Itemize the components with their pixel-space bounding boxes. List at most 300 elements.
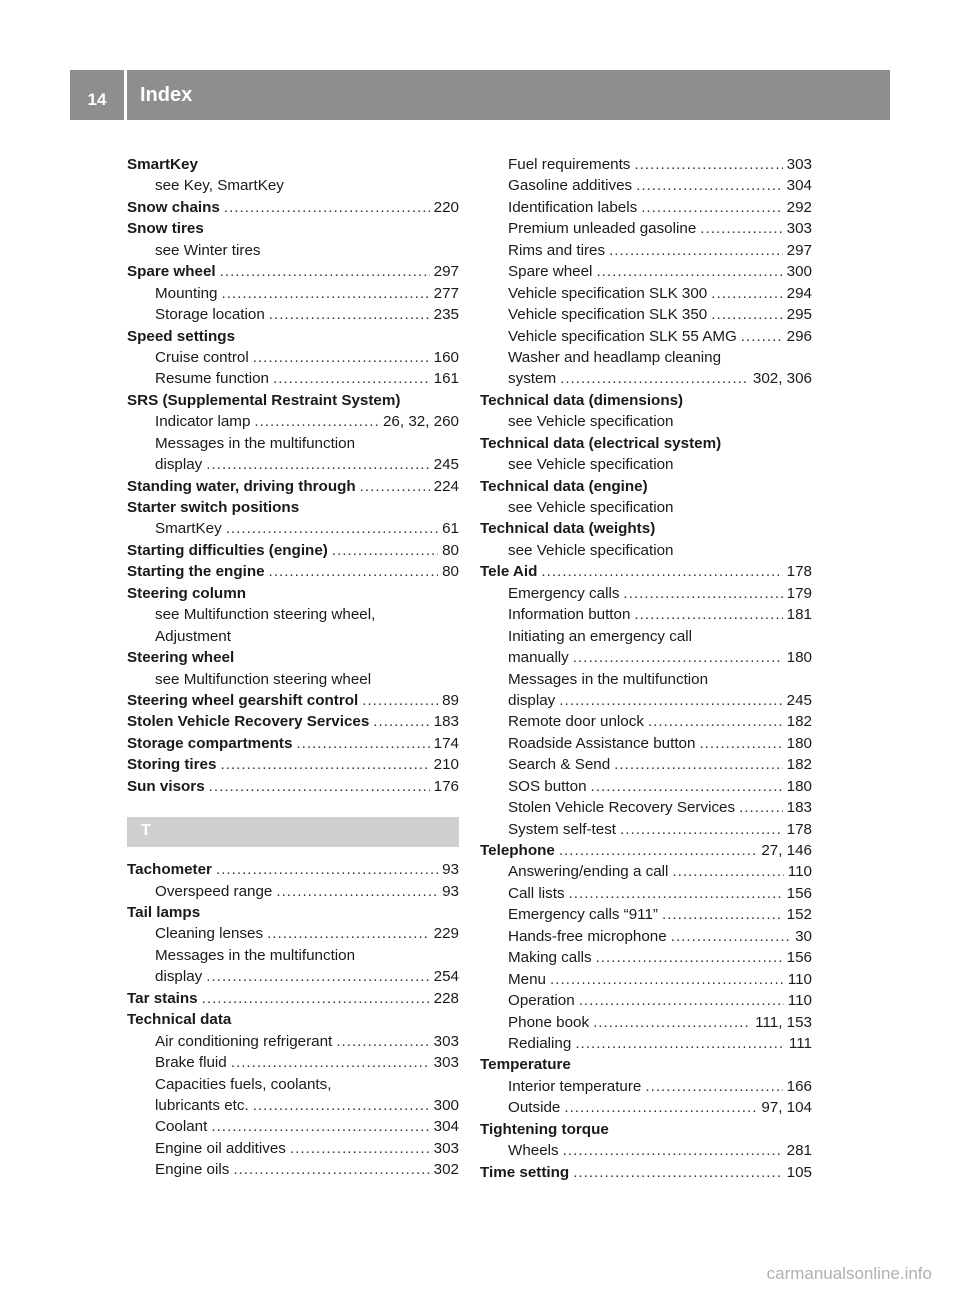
index-entry — [127, 540, 459, 561]
entry-page-ref[interactable]: 178 — [786, 820, 812, 838]
index-entry — [127, 283, 459, 304]
leader-dots — [267, 923, 430, 944]
leader-dots — [202, 988, 430, 1009]
entry-page-ref[interactable]: 27, 146 — [761, 842, 812, 859]
entry-term: Answering/ending a call — [508, 863, 669, 881]
entry-page-ref[interactable]: 174 — [433, 734, 459, 752]
leader-dots — [332, 540, 438, 561]
entry-term: Redialing — [508, 1034, 572, 1052]
entry-page-ref[interactable]: 180 — [786, 649, 812, 667]
leader-dots — [620, 819, 783, 840]
entry-term: SmartKey — [155, 520, 222, 538]
index-entry — [127, 175, 459, 196]
index-entry — [480, 433, 812, 454]
leader-dots — [645, 1076, 782, 1097]
entry-term: Gasoline additives — [508, 177, 633, 195]
index-entry — [127, 1138, 459, 1159]
entry-term: Identification labels — [508, 198, 638, 216]
index-entry — [127, 1095, 459, 1116]
entry-term: Wheels — [508, 1142, 559, 1160]
index-entry — [127, 647, 459, 668]
entry-page-ref[interactable]: 303 — [433, 1139, 459, 1157]
entry-page-ref[interactable]: 228 — [433, 989, 459, 1007]
entry-term: Sun visors — [127, 777, 205, 795]
leader-dots — [741, 326, 783, 347]
leader-dots — [700, 218, 782, 239]
index-entry — [127, 776, 459, 797]
entry-term: Capacities fuels, coolants, — [155, 1075, 332, 1093]
index-entry — [480, 368, 812, 389]
entry-term: Storage compartments — [127, 734, 293, 752]
entry-term: Time setting — [480, 1163, 570, 1181]
entry-page-ref[interactable]: 26, 32, 260 — [382, 413, 459, 431]
entry-term: manually — [508, 649, 569, 667]
entry-term: Snow tires — [127, 220, 204, 238]
entry-page-ref[interactable]: 224 — [433, 477, 459, 495]
entry-page-ref[interactable]: 304 — [433, 1118, 459, 1136]
leader-dots — [224, 197, 430, 218]
entry-page-ref[interactable]: 97, 104 — [761, 1099, 812, 1117]
entry-page-ref[interactable]: 297 — [786, 241, 812, 259]
index-entry — [480, 861, 812, 882]
entry-term: Indicator lamp — [155, 413, 251, 431]
leader-dots — [573, 1162, 782, 1183]
entry-term: System self-test — [508, 820, 617, 838]
entry-page-ref[interactable]: 210 — [433, 756, 459, 774]
index-entry — [480, 454, 812, 475]
entry-term: see Vehicle specification — [508, 413, 674, 431]
entry-page-ref[interactable]: 110 — [787, 970, 812, 988]
index-entry — [127, 881, 459, 902]
entry-page-ref[interactable]: 277 — [433, 284, 459, 302]
entry-page-ref[interactable]: 292 — [786, 198, 812, 216]
entry-page-ref[interactable]: 30 — [795, 927, 812, 945]
entry-term: see Multifunction steering wheel — [155, 670, 372, 688]
entry-term: Call lists — [508, 884, 565, 902]
index-entry — [480, 1162, 812, 1183]
index-entry — [480, 1033, 812, 1054]
entry-term: Tachometer — [127, 861, 212, 879]
index-entry — [480, 819, 812, 840]
index-entry — [480, 1097, 812, 1118]
entry-page-ref[interactable]: 303 — [433, 1032, 459, 1050]
entry-page-ref[interactable]: 229 — [433, 925, 459, 943]
leader-dots — [220, 754, 429, 775]
entry-term: Making calls — [508, 949, 592, 967]
entry-term: system — [508, 370, 557, 388]
entry-page-ref[interactable]: 161 — [433, 370, 459, 388]
entry-term: Washer and headlamp cleaning — [508, 348, 722, 366]
entry-term: Coolant — [155, 1118, 208, 1136]
leader-dots — [273, 368, 430, 389]
leader-dots — [269, 304, 430, 325]
index-entry — [127, 1031, 459, 1052]
leader-dots — [579, 990, 784, 1011]
index-entry — [480, 540, 812, 561]
index-entry — [480, 1012, 812, 1033]
entry-term: Snow chains — [127, 198, 220, 216]
leader-dots — [559, 840, 757, 861]
index-entry — [127, 1009, 459, 1030]
index-entry — [480, 776, 812, 797]
entry-term: Technical data — [127, 1011, 232, 1029]
leader-dots — [336, 1031, 429, 1052]
entry-term: Engine oil additives — [155, 1139, 286, 1157]
entry-term: Outside — [508, 1099, 561, 1117]
entry-term: Technical data (dimensions) — [480, 391, 684, 409]
entry-term: Adjustment — [155, 627, 231, 645]
entry-page-ref[interactable]: 89 — [442, 691, 459, 709]
entry-page-ref[interactable]: 302 — [433, 1161, 459, 1179]
entry-term: Tail lamps — [127, 904, 201, 921]
leader-dots — [220, 261, 430, 282]
index-entry — [127, 945, 459, 966]
leader-dots — [560, 368, 749, 389]
entry-term: Vehicle specification SLK 350 — [508, 306, 708, 324]
index-entry — [480, 197, 812, 218]
entry-term: display — [155, 968, 203, 986]
index-entry — [127, 1074, 459, 1095]
index-entry — [480, 840, 812, 861]
index-entry — [480, 518, 812, 539]
index-entry — [480, 990, 812, 1011]
index-entry — [480, 390, 812, 411]
leader-dots — [575, 1033, 785, 1054]
index-entry — [480, 561, 812, 582]
index-entry — [127, 1116, 459, 1137]
entry-term: Messages in the multifunction — [155, 434, 356, 452]
leader-dots — [563, 1140, 783, 1161]
entry-term: Standing water, driving through — [127, 477, 356, 495]
index-entry — [480, 733, 812, 754]
entry-term: Brake fluid — [155, 1054, 227, 1072]
entry-page-ref[interactable]: 160 — [433, 348, 459, 366]
index-entry — [127, 966, 459, 987]
leader-dots — [216, 859, 438, 880]
entry-term: see Multifunction steering wheel, — [155, 606, 376, 624]
entry-page-ref[interactable]: 296 — [786, 327, 812, 345]
entry-page-ref[interactable]: 182 — [786, 713, 812, 731]
entry-page-ref[interactable]: 80 — [442, 541, 459, 559]
entry-term: Spare wheel — [127, 263, 216, 281]
leader-dots — [360, 476, 430, 497]
index-entry — [127, 859, 459, 880]
entry-term: Emergency calls — [508, 584, 620, 602]
leader-dots — [648, 711, 783, 732]
entry-term: Roadside Assistance button — [508, 734, 696, 752]
entry-term: Steering wheel gearshift control — [127, 691, 359, 709]
entry-page-ref[interactable]: 93 — [442, 882, 459, 900]
index-entry — [480, 1076, 812, 1097]
index-entry — [480, 904, 812, 925]
index-entry — [480, 754, 812, 775]
entry-page-ref[interactable]: 245 — [786, 691, 812, 709]
entry-page-ref[interactable]: 183 — [786, 799, 812, 817]
index-entry — [480, 947, 812, 968]
entry-page-ref[interactable]: 297 — [433, 263, 459, 281]
entry-term: Search & Send — [508, 756, 611, 774]
entry-term: Resume function — [155, 370, 269, 388]
entry-page-ref[interactable]: 105 — [786, 1163, 812, 1181]
section-letter: T — [141, 822, 151, 840]
index-entry — [480, 883, 812, 904]
header-divider — [124, 70, 127, 120]
leader-dots — [290, 1138, 430, 1159]
leader-dots — [596, 947, 783, 968]
entry-page-ref[interactable]: 80 — [442, 563, 459, 581]
leader-dots — [221, 283, 429, 304]
entry-page-ref[interactable]: 304 — [786, 177, 812, 195]
index-entry — [480, 283, 812, 304]
entry-term: Premium unleaded gasoline — [508, 220, 697, 238]
entry-term: Starter switch positions — [127, 499, 300, 516]
leader-dots — [711, 283, 782, 304]
entry-page-ref[interactable]: 180 — [786, 777, 812, 795]
index-entry — [127, 304, 459, 325]
index-entry — [127, 476, 459, 497]
index-entry — [127, 411, 459, 432]
entry-page-ref[interactable]: 300 — [433, 1096, 459, 1114]
leader-dots — [254, 411, 379, 432]
entry-term: Rims and tires — [508, 241, 606, 259]
entry-term: Steering wheel — [127, 649, 235, 667]
entry-term: SmartKey — [127, 156, 198, 173]
index-entry — [480, 497, 812, 518]
entry-page-ref[interactable]: 303 — [786, 220, 812, 238]
entry-term: Fuel requirements — [508, 156, 631, 173]
leader-dots — [253, 347, 430, 368]
index-entry — [480, 218, 812, 239]
entry-term: Spare wheel — [508, 263, 593, 281]
entry-term: SOS button — [508, 777, 587, 795]
entry-term: Menu — [508, 970, 546, 988]
entry-page-ref[interactable]: 182 — [786, 756, 812, 774]
index-entry — [480, 175, 812, 196]
entry-page-ref[interactable]: 294 — [786, 284, 812, 302]
leader-dots — [573, 647, 783, 668]
entry-term: Cleaning lenses — [155, 925, 264, 943]
index-entry — [480, 626, 812, 647]
index-entry — [127, 626, 459, 647]
leader-dots — [373, 711, 429, 732]
leader-dots — [253, 1095, 430, 1116]
index-entry — [127, 690, 459, 711]
entry-page-ref[interactable]: 183 — [433, 713, 459, 731]
entry-term: Steering column — [127, 584, 246, 602]
index-entry — [127, 454, 459, 475]
entry-term: Vehicle specification SLK 300 — [508, 284, 708, 302]
leader-dots — [609, 240, 783, 261]
entry-term: see Winter tires — [155, 241, 261, 259]
leader-dots — [231, 1052, 430, 1073]
entry-term: Overspeed range — [155, 882, 273, 900]
entry-page-ref[interactable]: 166 — [786, 1077, 812, 1095]
entry-term: see Key, SmartKey — [155, 177, 284, 195]
entry-page-ref[interactable]: 254 — [433, 968, 459, 986]
index-entry — [480, 690, 812, 711]
entry-term: Tightening torque — [480, 1120, 609, 1138]
index-entry — [127, 902, 459, 923]
page-header — [70, 70, 890, 120]
entry-term: Interior temperature — [508, 1077, 642, 1095]
leader-dots — [276, 881, 438, 902]
entry-term: Storage location — [155, 306, 265, 324]
index-entry — [480, 669, 812, 690]
entry-term: Operation — [508, 992, 575, 1010]
entry-page-ref[interactable]: 156 — [786, 949, 812, 967]
index-entry — [480, 154, 812, 175]
entry-term: Mounting — [155, 284, 218, 302]
index-entry — [127, 240, 459, 261]
leader-dots — [559, 690, 782, 711]
leader-dots — [233, 1159, 429, 1180]
leader-dots — [596, 261, 782, 282]
entry-page-ref[interactable]: 220 — [433, 198, 459, 216]
index-entry — [127, 154, 459, 175]
entry-term: see Vehicle specification — [508, 456, 674, 474]
entry-term: Starting difficulties (engine) — [127, 541, 328, 559]
entry-term: Tele Aid — [480, 563, 538, 581]
entry-page-ref[interactable]: 156 — [786, 884, 812, 902]
entry-page-ref[interactable]: 176 — [433, 777, 459, 795]
index-entry — [480, 1119, 812, 1140]
leader-dots — [569, 883, 783, 904]
entry-page-ref[interactable]: 235 — [433, 306, 459, 324]
page-title: Index — [140, 83, 193, 106]
entry-term: see Vehicle specification — [508, 541, 674, 559]
index-entry — [127, 197, 459, 218]
index-entry — [480, 411, 812, 432]
entry-term: Cruise control — [155, 348, 249, 366]
index-entry — [127, 326, 459, 347]
entry-term: Messages in the multifunction — [155, 946, 356, 964]
index-entry — [480, 240, 812, 261]
entry-page-ref[interactable]: 180 — [786, 734, 812, 752]
entry-page-ref[interactable]: 303 — [433, 1054, 459, 1072]
leader-dots — [226, 518, 438, 539]
leader-dots — [672, 861, 783, 882]
watermark: carmanualsonline.info — [766, 1264, 932, 1283]
index-entry — [480, 797, 812, 818]
leader-dots — [671, 926, 791, 947]
leader-dots — [269, 561, 439, 582]
entry-page-ref[interactable]: 300 — [786, 263, 812, 281]
entry-term: Messages in the multifunction — [508, 670, 709, 688]
index-column-left — [127, 154, 459, 1181]
leader-dots — [362, 690, 438, 711]
index-entry — [127, 604, 459, 625]
leader-dots — [550, 969, 784, 990]
index-entry — [127, 390, 459, 411]
entry-term: Remote door unlock — [508, 713, 644, 731]
leader-dots — [711, 304, 782, 325]
leader-dots — [699, 733, 782, 754]
index-entry — [127, 1159, 459, 1180]
leader-dots — [641, 197, 782, 218]
entry-term: display — [508, 691, 556, 709]
index-entry — [127, 754, 459, 775]
index-entry — [480, 347, 812, 368]
leader-dots — [206, 454, 429, 475]
entry-term: Speed settings — [127, 327, 236, 345]
entry-page-ref[interactable]: 178 — [786, 563, 812, 581]
entry-page-ref[interactable]: 110 — [787, 992, 812, 1010]
entry-term: Tar stains — [127, 989, 198, 1007]
entry-page-ref[interactable]: 181 — [786, 606, 812, 624]
entry-term: Vehicle specification SLK 55 AMG — [508, 327, 737, 345]
entry-term: Technical data (weights) — [480, 520, 656, 538]
entry-page-ref[interactable]: 179 — [786, 584, 812, 602]
index-entry — [127, 347, 459, 368]
entry-term: Stolen Vehicle Recovery Services — [508, 799, 736, 817]
entry-term: lubricants etc. — [155, 1096, 249, 1114]
leader-dots — [614, 754, 782, 775]
entry-term: display — [155, 456, 203, 474]
index-entry — [127, 923, 459, 944]
leader-dots — [296, 733, 429, 754]
leader-dots — [593, 1012, 751, 1033]
entry-page-ref[interactable]: 281 — [786, 1142, 812, 1160]
entry-term: SRS (Supplemental Restraint System) — [127, 391, 401, 409]
index-entry — [480, 969, 812, 990]
index-entry — [127, 368, 459, 389]
entry-term: Stolen Vehicle Recovery Services — [127, 713, 370, 731]
entry-term: Engine oils — [155, 1161, 230, 1179]
index-entry — [127, 497, 459, 518]
entry-page-ref[interactable]: 61 — [442, 520, 459, 538]
index-entry — [480, 304, 812, 325]
entry-term: Starting the engine — [127, 563, 265, 581]
index-entry — [127, 583, 459, 604]
entry-term: Technical data (electrical system) — [480, 434, 722, 452]
index-entry — [480, 476, 812, 497]
leader-dots — [209, 776, 430, 797]
index-entry — [127, 261, 459, 282]
index-entry — [480, 711, 812, 732]
entry-term: Hands-free microphone — [508, 927, 667, 945]
leader-dots — [662, 904, 783, 925]
leader-dots — [211, 1116, 429, 1137]
index-entry — [480, 583, 812, 604]
entry-page-ref[interactable]: 93 — [442, 861, 459, 879]
leader-dots — [634, 154, 782, 175]
entry-page-ref[interactable]: 110 — [787, 863, 812, 881]
entry-term: Technical data (engine) — [480, 477, 648, 495]
index-entry — [127, 733, 459, 754]
index-entry — [127, 988, 459, 1009]
index-column-right — [480, 154, 812, 1183]
entry-page-ref[interactable]: 302, 306 — [752, 370, 812, 388]
index-entry — [127, 1052, 459, 1073]
page-number: 14 — [87, 90, 107, 109]
leader-dots — [739, 797, 783, 818]
leader-dots — [541, 561, 782, 582]
entry-page-ref[interactable]: 245 — [433, 456, 459, 474]
index-entry — [480, 926, 812, 947]
entry-term: Air conditioning refrigerant — [155, 1032, 333, 1050]
entry-term: Phone book — [508, 1013, 590, 1031]
leader-dots — [564, 1097, 757, 1118]
leader-dots — [634, 604, 782, 625]
index-entry — [480, 604, 812, 625]
entry-page-ref[interactable]: 111 — [788, 1034, 812, 1052]
index-entry — [480, 326, 812, 347]
entry-page-ref[interactable]: 152 — [786, 906, 812, 924]
entry-page-ref[interactable]: 295 — [786, 306, 812, 324]
entry-page-ref[interactable]: 111, 153 — [755, 1013, 812, 1031]
entry-page-ref[interactable]: 303 — [786, 156, 812, 173]
entry-term: Information button — [508, 606, 631, 624]
